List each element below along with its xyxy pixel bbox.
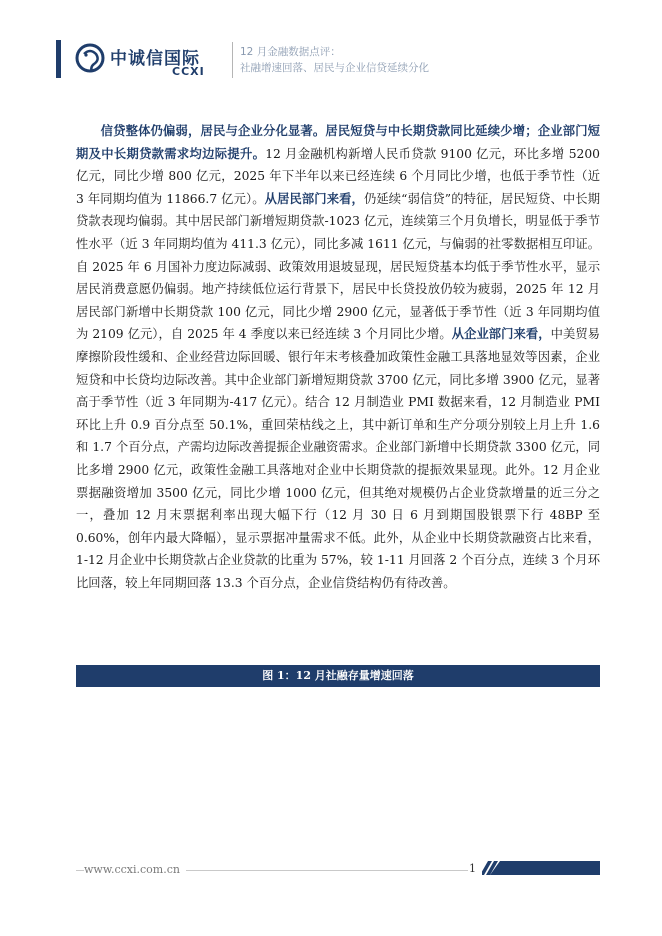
logo-chinese-text: 中诚信国际: [110, 49, 200, 69]
report-title-line2: 社融增速回落、居民与企业信贷延续分化: [240, 62, 429, 74]
household-heading: 从居民部门来看，: [264, 190, 364, 206]
header-divider: [232, 42, 233, 78]
enterprise-heading: 从企业部门来看，: [451, 326, 551, 342]
footer-url[interactable]: www.ccxi.com.cn: [84, 863, 186, 876]
header-accent-bar: [56, 40, 61, 78]
figure-caption-bar: 图 1：12 月社融存量增速回落: [76, 665, 600, 687]
report-title: [240, 44, 429, 76]
footer-stripes-icon: [482, 861, 600, 875]
page-number: 1: [469, 862, 476, 875]
household-text: 仍延续“弱信贷”的特征，居民短贷、中长期贷款表现均偏弱。其中居民部门新增短期贷款-1023 亿元，连续第三个月负增长，明显低于季节性水平（近 3 年同期均值为 411.3 亿元），同比多减 1611 亿元，与偏弱的社零数据相互印证。自 2025 年 6 月国补力度边际减弱、政策效用退坡显现，居民短贷基本均低于季节性水平，显示居民消费意愿仍偏弱。地产持续低位运行背景下，居民中长贷投放仍较为疲弱，2025 年 12 月居民部门新增中长期贷款 100 亿元，同比少增 2900 亿元，显著低于季节性（近 3 年同期均值为 2109 亿元），自 2025 年 4 季度以来已经连续 3 个月同比少增。: [76, 191, 600, 342]
lead-summary: 信贷整体仍偏弱，居民与企业分化显著。居民短贷与中长期贷款同比延续少增；企业部门短期及中长期贷款需求均边际提升。: [76, 123, 600, 161]
loan-overview-text: 12 月金融机构新增人民币贷款 9100 亿元，环比多增 5200 亿元，同比少增 800 亿元，2025 年下半年以来已经连续 6 个月同比少增，也低于季节性（近 3 年同期均值为 11866.7 亿元）。: [76, 146, 600, 206]
enterprise-text: 中美贸易摩擦阶段性缓和、企业经营边际回暖、银行年末考核叠加政策性金融工具落地显效等因素，企业短贷和中长贷均边际改善。其中企业部门新增短期贷款 3700 亿元，同比多增 3900 亿元，显著高于季节性（近 3 年同期为-417 亿元）。结合 12 月制造业 PMI 数据来看，12 月制造业 PMI 环比上升 0.9 百分点至 50.1%，重回荣枯线之上，其中新订单和生产分项分别较上月上升 1.6 和 1.7 个百分点，产需均边际改善提振企业融资需求。企业部门新增中长期贷款 3300 亿元，同比多增 2900 亿元，政策性金融工具落地对企业中长期贷款的提振效果显现。此外。12 月企业票据融资增加 3500 亿元，同比少增 1000 亿元，但其绝对规模仍占企业贷款增量的近三分之一，叠加 12 月末票据利率出现大幅下行（12 月 30 日 6 月到期国股银票下行 48BP 至 0.60%，创年内最大降幅），显示票据冲量需求不低。此外，从企业中长期贷款融资占比来看，1-12 月企业中长期贷款占企业贷款的比重为 57%，较 1-11 月回落 2 个百分点，连续 3 个月环比回落，较上年同期回落 13.3 个百分点，企业信贷结构仍有待改善。: [76, 327, 600, 590]
page-header: [0, 0, 662, 90]
body-paragraph: [76, 120, 600, 594]
logo-english-text: CCXI: [172, 65, 205, 78]
report-title-line1: 12 月金融数据点评：: [240, 46, 341, 58]
